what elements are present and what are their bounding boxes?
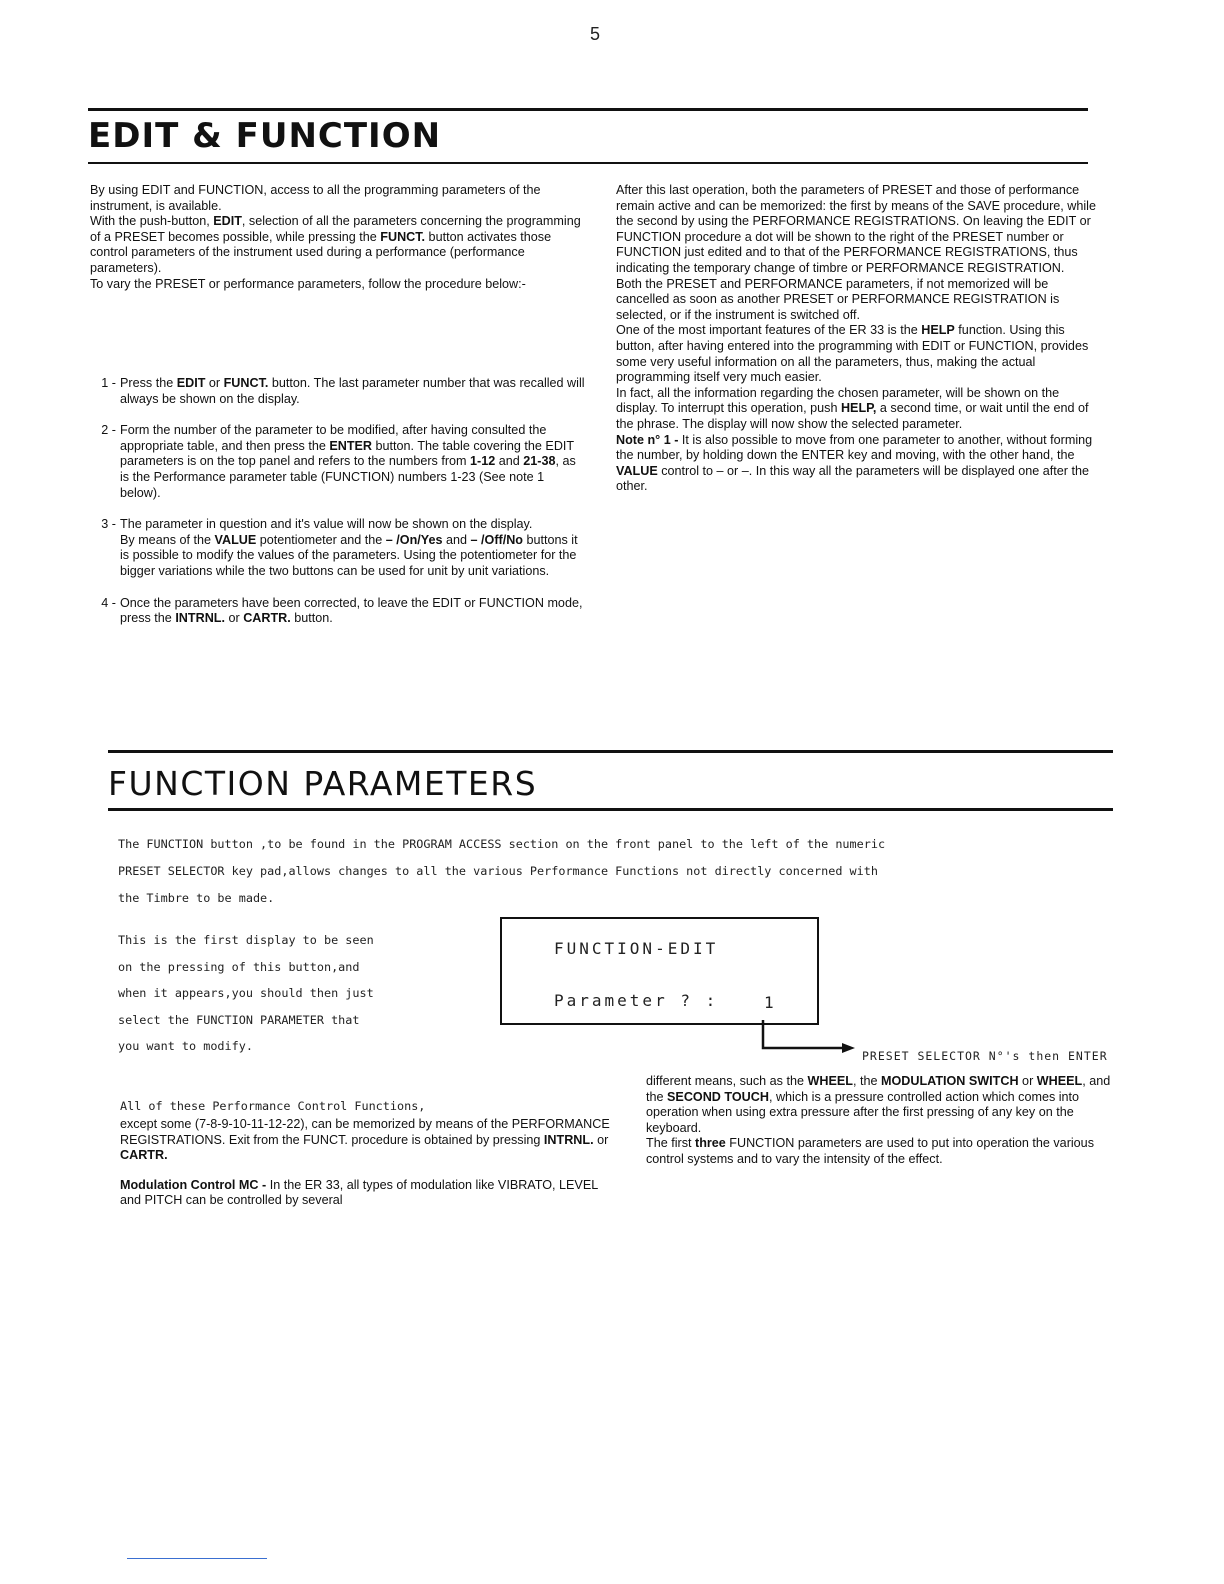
section-rule (108, 808, 1113, 811)
display-description: This is the first display to be seen on the pressing of this button,and when it appears,you should then just select the FUNCTION PARAMETER that you want to modify. (118, 933, 374, 1053)
lcd-display (500, 917, 819, 1025)
performance-functions-lead: All of these Performance Control Functions, (120, 1099, 426, 1113)
top-rule (88, 108, 1088, 111)
function-intro: The FUNCTION button ,to be found in the PROGRAM ACCESS section on the front panel to the left of the numeric PRESET SELECTOR key pad,allows changes to all the various Performance Functions not directly concerned with the Timbre to be made. (118, 837, 886, 905)
paragraph: except some (7-8-9-10-11-12-22), can be memorized by means of the PERFORMANCE REGISTRATIONS. Exit from the FUNCT. procedure is obtained by pressing INTRNL. or CARTR. (120, 1117, 610, 1163)
paragraph: After this last operation, both the parameters of PRESET and those of performance remain active and can be memorized: the first by means of the SAVE procedure, while the second by using the PERFORMANCE REGISTRATIONS. On leaving the EDIT or FUNCTION procedure a dot will be shown to the right of the PRESET number or FUNCTION just edited and to that of the PERFORMANCE REGISTRATIONS, thus indicating the temporary change of timbre or PERFORMANCE REGISTRATION. (616, 183, 1096, 275)
paragraph: One of the most important features of the ER 33 is the HELP function. Using this button, after having entered into the programming with EDIT or FUNCTION, provides some very useful information on all the parameters, thus, making the actual programming itself very much easier. (616, 323, 1089, 385)
list-item: 3 - The parameter in question and it's value will now be shown on the display. By means of the VALUE potentiometer and the – /On/Yes and – /Off/No buttons it is possible to modify the values of the parameters. Using the potentiometer for the bigger variations while the two buttons can be used for unit by unit variations. (101, 517, 578, 578)
paragraph: Modulation Control MC - In the ER 33, all types of modulation like VIBRATO, LEVEL and PITCH can be controlled by several (120, 1177, 598, 1208)
lcd-line-1: FUNCTION-EDIT (554, 939, 719, 958)
section-title-edit-function: EDIT & FUNCTION (88, 116, 442, 156)
paragraph: Both the PRESET and PERFORMANCE parameters, if not memorized will be cancelled as soon as another PRESET or PERFORMANCE REGISTRATION is selected, or if the instrument is switched off. (616, 276, 1060, 322)
edit-function-left-column (90, 183, 586, 292)
section-title-function-parameters: FUNCTION PARAMETERS (108, 764, 538, 803)
note: Note n° 1 - It is also possible to move from one parameter to another, without forming the number, by holding down the ENTER key and moving, with the other hand, the VALUE control to – or –. In this way all the parameters will be displayed one after the other. (616, 432, 1093, 494)
page-number: 5 (590, 24, 601, 44)
paragraph: different means, such as the WHEEL, the MODULATION SWITCH or WHEEL, and the SECOND TOUCH, which is a pressure controlled action which comes into operation when using extra pressure after the first pressing of any key on the keyboard. (646, 1074, 1111, 1135)
lcd-line-2: Parameter ? : (554, 991, 719, 1010)
paragraph: With the push-button, EDIT, selection of all the parameters concerning the programming of a PRESET becomes possible, while pressing the FUNCT. button activates those control parameters of the instrument used during a performance (performance parameters). (90, 214, 581, 275)
list-item: 2 - Form the number of the parameter to be modified, after having consulted the appropriate table, and then press the ENTER button. The table covering the EDIT parameters is on the top panel and refers to the numbers from 1-12 and 21-38, as is the Performance parameter table (FUNCTION) numbers 1-23 (See note 1 below). (101, 423, 576, 500)
edit-function-right-column (616, 183, 1102, 495)
function-left-column (120, 1117, 610, 1209)
arrow-note: PRESET SELECTOR N°'s then ENTER (862, 1049, 1108, 1063)
arrow-icon (760, 1020, 860, 1056)
procedure-steps (92, 376, 586, 643)
paragraph: To vary the PRESET or performance parameters, follow the procedure below:- (90, 276, 526, 291)
footer-line (127, 1558, 267, 1559)
function-right-column (646, 1074, 1124, 1168)
lcd-value: 1 (764, 993, 777, 1012)
paragraph: The first three FUNCTION parameters are used to put into operation the various control systems and to vary the intensity of the effect. (646, 1136, 1094, 1166)
paragraph: In fact, all the information regarding the chosen parameter, will be shown on the display. To interrupt this operation, push HELP, a second time, or wait until the end of the phrase. The display will now show the selected parameter. (616, 385, 1089, 431)
paragraph: By using EDIT and FUNCTION, access to all the programming parameters of the instrument, is available. (90, 183, 541, 213)
list-item: 1 - Press the EDIT or FUNCT. button. The last parameter number that was recalled will always be shown on the display. (101, 376, 585, 406)
section-rule (108, 750, 1113, 753)
section-rule (88, 162, 1088, 164)
list-item: 4 - Once the parameters have been corrected, to leave the EDIT or FUNCTION mode, press the INTRNL. or CARTR. button. (101, 595, 583, 626)
